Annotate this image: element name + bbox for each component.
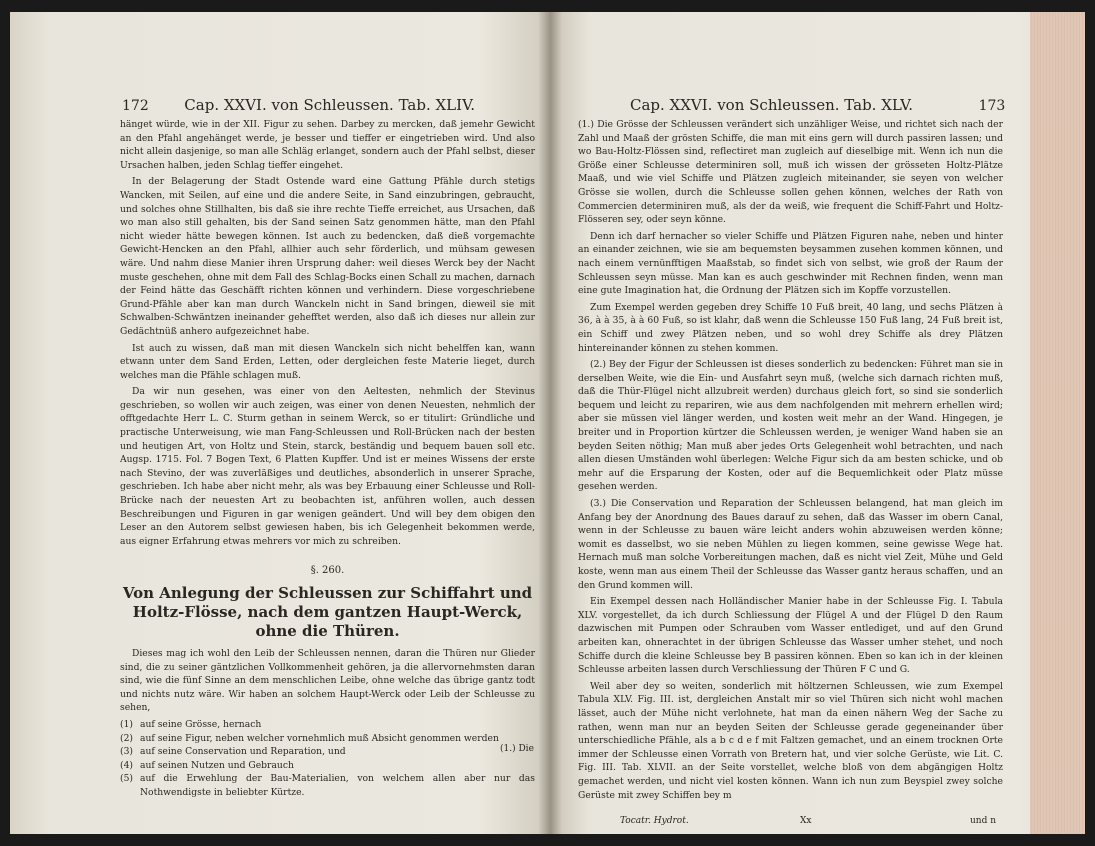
left-text-column <box>120 118 535 804</box>
page-edges-right <box>1030 12 1085 834</box>
section-paragraph: Dieses mag ich wohl den Leib der Schleussen nennen, daran die Thüren nur Glieder sind, die zu seiner gäntzlichen Vollkommenheit gehören, ja die allervornehmsten daran sind, wie die fünf Sinne an dem menschlichen Leibe, ohne welche das übrige gantz todt und nichts nutz wäre. Wir haben an solchem Haupt-Werck oder Leib der Schleusse zu sehen, <box>120 648 535 714</box>
right-paragraph: (3.) Die Conservation und Reparation der Schleussen belangend, hat man gleich im Anfang bey der Anordnung des Baues darauf zu sehen, daß das Wasser im obern Canal, wenn in der Schleusse zu bauen wäre leicht anders wohin abzuweisen werden könne; womit es dasselbst, wo sie neben Mühlen zu liegen kommen, seine gewisse Wege hat. Hernach muß man solche Vorbereitungen machen, daß es nicht viel Zeit, Mühe und Geld koste, wenn man aus einem Theil der Schleusse das Wasser gantz heraus schaffen, und an den Grund kommen will. <box>578 498 1003 591</box>
left-paragraph: Da wir nun gesehen, was einer von den Aeltesten, nehmlich der Stevinus geschrieben, so wollen wir auch zeigen, was einer von denen Neuesten, nehmlich der offtgedachte Herr L. C. Sturm gethan in seinem Werck, so er titulirt: Gründliche und practische Unterweisung, wie man Fang-Schleussen und Roll-Brücken nach der besten und heutigen Art, von Holtz und Stein, starck, beständig und bequem bauen soll etc. Augsp. 1715. Fol. 7 Bogen Text, 6 Platten Kupffer. Und ist er meines Wissens der erste nach Stevino, der was zuverläßiges und deutliches, absonderlich in unserer Sprache, geschrieben. Ich habe aber nicht mehr, als was bey Erbauung einer Schleusse und Roll-Brücke nach der neuesten Art zu beobachten ist, anführen wollen, auch dessen Beschreibungen und Figuren in gar wenigen geändert. Und will bey dem obigen den Leser an den Autorem selbst gewiesen haben, bis ich Gelegenheit bekommen werde, aus eigner Erfahrung etwas mehrers vor mich zu schreiben. <box>120 386 535 547</box>
right-running-head <box>630 96 1005 114</box>
section-number: §. 260. <box>310 565 345 577</box>
list-number: (5) <box>120 773 134 785</box>
right-paragraph: (1.) Die Grösse der Schleussen verändert sich unzähliger Weise, und richtet sich nach der Zahl und Maaß der grösten Schiffe, die man mit eins gern will durch passiren lassen; und wo Bau-Holtz-Flössen sind, reflectiret man zugleich auf dieselbige mit. Wenn ich nun die Größe einer Schleusse determiniren soll, muß ich wissen der grösseten Holtz-Plätze Maaß, und wie viel Schiffe und Plätzen zugleich miteinander, sie seyen von welcher Grösse sie wollen, durch die Schleusse sollen gehen können, welches der Rath von Commercien determiniren muß, als der da weiß, wie frequent die Schiff-Fahrt und Holtz-Flösseren sey, oder seyn könne. <box>578 119 1003 226</box>
right-page <box>550 12 1070 834</box>
numbered-list <box>120 718 535 800</box>
left-paragraph: In der Belagerung der Stadt Ostende ward eine Gattung Pfähle durch stetigs Wancken, mit Seilen, auf eine und die andere Seite, in Sand einzubringen, gebraucht, und solches ohne Stillhalten, bis daß sie ihre rechte Tieffe erreichet, aus Ursachen, daß wo man also still gehalten, bis der Sand seinen Satz genommen hätte, man den Pfahl nicht wieder hätte bewegen können. Ist auch zu bedencken, daß dieß vorgemachte Gewicht-Hencken an den Pfahl, allhier auch sehr förderlich, und mühsam gewesen wäre. Und nahm diese Manier ihren Ursprung daher: weil dieses Werck bey der Nacht muste geschehen, ohne mit dem Fall des Schlag-Bocks einen Schall zu machen, darnach der Feind hätte das Geschäfft richten können und verhindern. Diese vorgeschriebene Grund-Pfähle aber kan man durch Wanckeln nicht in Sand bringen, dieweil sie mit Schwalben-Schwäntzen ineinander gehefftet werden, also daß ich dieses nur allein zur Gedächtnüß anhero aufgezeichnet habe. <box>120 176 535 337</box>
right-paragraph: Denn ich darf hernacher so vieler Schiffe und Plätzen Figuren nahe, neben und hinter an einander zeichnen, wie sie am bequemsten beysammen zusehen kommen können, und nach einem vernünfftigen Maaßstab, so findet sich von selbst, wie groß der Raum der Schleussen seyn müsse. Man kan es auch geschwinder mit Rechnen finden, wenn man eine gute Imagination hat, die Ordnung der Plätzen sich im Kopffe vorzustellen. <box>578 230 1003 297</box>
section-title: Von Anlegung der Schleussen zur Schiffahrt und Holtz-Flösse, nach dem gantzen Haupt-Werck, ohne die Thüren. <box>122 584 533 640</box>
list-text: auf seine Figur, neben welcher vornehmlich muß Absicht genommen werden <box>140 732 499 744</box>
right-paragraph: (2.) Bey der Figur der Schleussen ist dieses sonderlich zu bedencken: Führet man sie in derselben Weite, wie die Ein- und Ausfahrt seyn muß, (welche sich darnach richten muß, daß die Thür-Flügel nicht allzubreit werden) durchaus gleich fort, so sind sie sonderlich bequem und leicht zu repariren, wie aus dem nachfolgenden mit mehrern erhellen wird; aber sie müssen viel länger werden, und kosten weit mehr an der Wand. Hingegen, je breiter und in Proportion kürtzer die Schleussen werden, je weniger Wand haben sie an beyden Seiten nöthig; Man muß aber jedes Orts Gelegenheit wohl betrachten, und nach allen diesen Umständen wohl überlegen: Welche Figur sich da am besten schicke, und ob mehr auf die Ersparung der Kosten, oder auf die Bequemlichkeit oder Platz müsse gesehen werden. <box>578 359 1003 493</box>
left-head-title: Cap. XXVI. von Schleussen. Tab. XLIV. <box>184 96 476 114</box>
right-paragraph: Zum Exempel werden gegeben drey Schiffe 10 Fuß breit, 40 lang, und sechs Plätzen à 36, à à 35, à à 60 Fuß, so ist klahr, daß wenn die Schleusse 150 Fuß lang, 24 Fuß breit ist, ein Schiff und zwey Plätzen neben, und so wohl drey Schiffe als drey Plätzen hintereinander können zu stehen kommen. <box>578 301 1003 354</box>
left-paragraph: hänget würde, wie in der XII. Figur zu sehen. Darbey zu mercken, daß jemehr Gewicht an den Pfahl angehänget werde, je besser und tieffer er eingetrieben wird. Und also nicht allein dasjenige, so man alle Schläg erlanget, sondern auch der Pfahl selbst, dieser Ursachen halben, jeden Schlag tieffer eingehet. <box>120 119 535 171</box>
list-number: (1) <box>120 718 134 730</box>
left-page <box>10 12 550 834</box>
right-text-column <box>578 118 1003 805</box>
list-item <box>120 718 535 732</box>
list-item <box>120 772 535 799</box>
left-paragraph: Ist auch zu wissen, daß man mit diesen Wanckeln sich nicht behelffen kan, wann etwann unter dem Sand Erden, Letten, oder dergleichen feste Materie lieget, durch welches man die Pfähle schlagen muß. <box>120 342 535 381</box>
list-number: (3) <box>120 746 134 758</box>
list-text: auf seine Conservation und Reparation, und <box>140 746 346 758</box>
book-spread <box>10 6 1085 840</box>
list-item <box>120 732 535 746</box>
right-paragraph: Ein Exempel dessen nach Holländischer Manier habe in der Schleusse Fig. I. Tabula XLV. vorgestellet, da ich durch Schliessung der Flügel A und der Flügel D den Raum dazwischen mit Pumpen oder Schrauben vom Wasser entlediget, und auf den Grund arbeiten kan, ohnerachtet in der übrigen Schleusse das Wasser umher stehet, und noch Schiffe durch die kleine Schleusse bey B passiren können. Eben so kan ich in der kleinen Schleusse arbeiten lassen durch Verschliessung der Thüren F C und G. <box>578 596 1003 676</box>
right-head-title: Cap. XXVI. von Schleussen. Tab. XLV. <box>630 96 914 114</box>
left-running-head <box>122 96 475 114</box>
book-gutter <box>538 12 562 834</box>
signature-title: Tocatr. Hydrot. <box>620 816 689 826</box>
list-number: (4) <box>120 759 134 771</box>
signature-mark: Xx <box>800 816 812 826</box>
left-page-number: 172 <box>122 98 149 114</box>
list-number: (2) <box>120 732 134 744</box>
right-catchword: und n <box>970 816 997 826</box>
right-paragraph: Weil aber dey so weiten, sonderlich mit höltzernen Schleussen, wie zum Exempel Tabula XLV. Fig. III. ist, dergleichen Anstalt mir so viel Thüren sich nicht wohl machen lässet, auch der Mühe nicht verlohnete, hat man da einen nähern Weg der Sache zu rathen, wenn man nur an beyden Seiten der Schleusse gerade gegeneinander über unterschiedliche Pfähle, als a b c d e f mit Faltzen gemachet, und an einem trocknen Orte immer der Schleusse einen Vorrath von Bretern hat, und vier solche Gerüste, wie Lit. C. Fig. III. Tab. XLVII. an der Seite vorstellet, welche bloß von dem abgängigen Holtz gemachet werden, und nicht viel kosten können. Wann ich nun zum Beyspiel zwey solche Gerüste mit zwey Schiffen bey m <box>578 680 1003 801</box>
left-catchword: (1.) Die <box>500 744 534 754</box>
list-text: auf seine Grösse, hernach <box>140 718 262 730</box>
list-item <box>120 759 535 773</box>
list-text: auf seinen Nutzen und Gebrauch <box>140 759 294 771</box>
list-item <box>120 745 535 759</box>
right-page-number: 173 <box>978 98 1006 114</box>
list-text: auf die Erwehlung der Bau-Materialien, von welchem allen aber nur das Nothwendigste in beliebter Kürtze. <box>140 773 535 798</box>
